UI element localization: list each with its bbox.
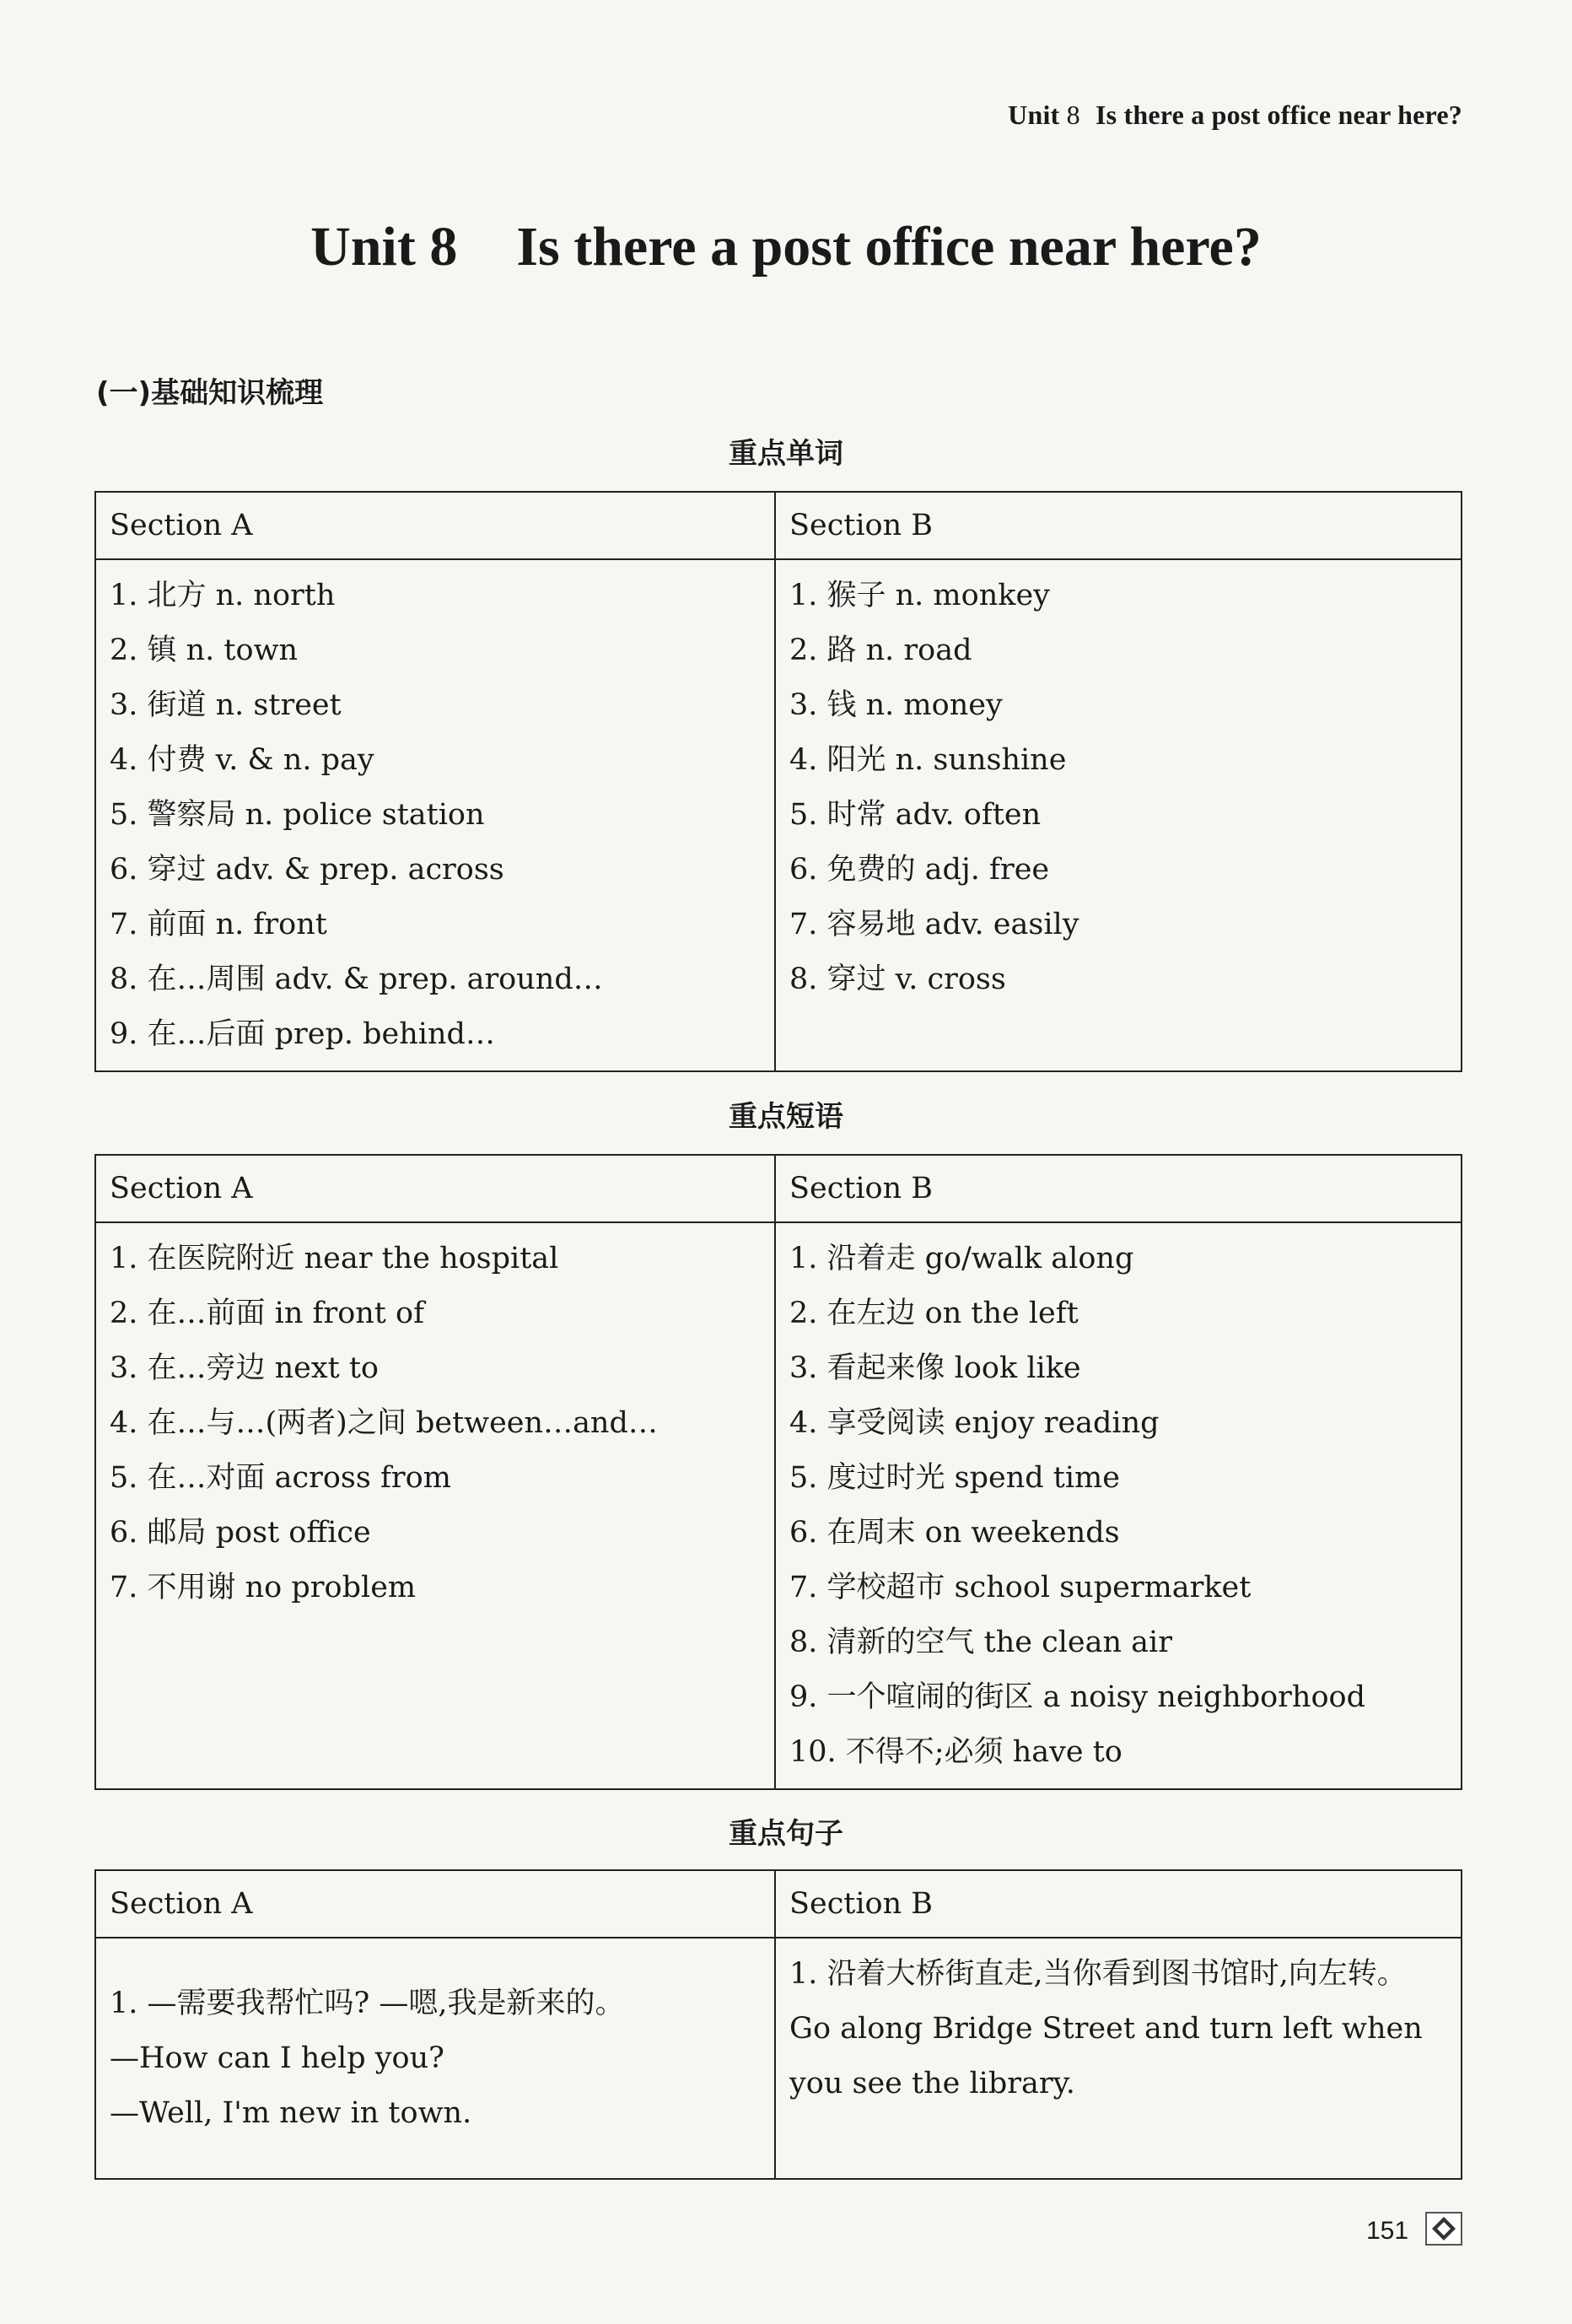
phrases-b_items-item: 6. 在周末 on weekends bbox=[789, 1516, 1120, 1550]
phrases-cell-a bbox=[95, 1222, 775, 1789]
words-a_items-item: 7. 前面 n. front bbox=[110, 908, 327, 941]
phrases-list-b bbox=[789, 1232, 1447, 1780]
words-b_items-item: 6. 免费的 adj. free bbox=[789, 853, 1050, 887]
words-b_items-item: 2. 路 n. road bbox=[789, 634, 972, 667]
phrases-a_items-item: 1. 在医院附近 near the hospital bbox=[110, 1242, 559, 1275]
running-header bbox=[1008, 100, 1462, 131]
sentences-b_lines-item: Go along Bridge Street and turn left when you see the library. bbox=[789, 2012, 1423, 2100]
phrases-a_items-item: 2. 在…前面 in front of bbox=[110, 1297, 425, 1330]
words-col-b: Section B bbox=[775, 492, 1462, 559]
phrases-a_items-item: 7. 不用谢 no problem bbox=[110, 1571, 417, 1604]
sentences-a_lines-item: 1. —需要我帮忙吗? —嗯,我是新来的。 bbox=[110, 1986, 625, 2020]
words-a_items-item: 3. 街道 n. street bbox=[110, 688, 342, 722]
sentences-b_lines-item: 1. 沿着大桥街直走,当你看到图书馆时,向左转。 bbox=[789, 1957, 1407, 1991]
sentences-list-b bbox=[789, 1947, 1447, 2111]
sentences-col-b: Section B bbox=[775, 1870, 1462, 1938]
sentences-caption: 重点句子 bbox=[729, 1817, 843, 1851]
sentences-list-a bbox=[110, 1976, 761, 2141]
sentences-a_lines-item: —How can I help you? bbox=[110, 2041, 444, 2075]
words-list-a bbox=[110, 569, 761, 1062]
header-unit-title: Is there a post office near here? bbox=[1096, 100, 1462, 130]
phrases-a_items-item: 4. 在…与…(两者)之间 between…and… bbox=[110, 1406, 658, 1440]
words-a_items-item: 9. 在…后面 prep. behind… bbox=[110, 1017, 495, 1051]
title-unit: Unit 8 bbox=[310, 216, 458, 278]
phrases-a_items-item: 3. 在…旁边 next to bbox=[110, 1351, 379, 1385]
words-b_items-item: 7. 容易地 adv. easily bbox=[789, 908, 1079, 941]
title-text: Is there a post office near here? bbox=[516, 216, 1262, 278]
words-cell-b bbox=[775, 559, 1462, 1071]
sentences-cell-b bbox=[775, 1938, 1462, 2179]
words-b_items-item: 5. 时常 adv. often bbox=[789, 798, 1042, 832]
words-b_items-item: 1. 猴子 n. monkey bbox=[789, 579, 1050, 612]
phrases-cell-b bbox=[775, 1222, 1462, 1789]
phrases-table bbox=[94, 1154, 1462, 1790]
words-a_items-item: 5. 警察局 n. police station bbox=[110, 798, 485, 832]
phrases-b_items-item: 7. 学校超市 school supermarket bbox=[789, 1571, 1252, 1604]
words-caption: 重点单词 bbox=[729, 437, 843, 471]
words-b_items-item: 3. 钱 n. money bbox=[789, 688, 1003, 722]
phrases-b_items-item: 2. 在左边 on the left bbox=[789, 1297, 1079, 1330]
words-col-a: Section A bbox=[95, 492, 775, 559]
diamond-icon bbox=[1425, 2212, 1462, 2246]
words-a_items-item: 6. 穿过 adv. & prep. across bbox=[110, 853, 504, 887]
phrases-a_items-item: 5. 在…对面 across from bbox=[110, 1461, 451, 1495]
section-heading: (一)基础知识梳理 bbox=[96, 376, 324, 410]
page-title bbox=[0, 215, 1572, 279]
phrases-b_items-item: 4. 享受阅读 enjoy reading bbox=[789, 1406, 1160, 1440]
words-list-b bbox=[789, 569, 1447, 1007]
phrases-list-a bbox=[110, 1232, 761, 1615]
words-a_items-item: 1. 北方 n. north bbox=[110, 579, 336, 612]
phrases-b_items-item: 9. 一个喧闹的街区 a noisy neighborhood bbox=[789, 1680, 1365, 1714]
sentences-a_lines-item: —Well, I'm new in town. bbox=[110, 2095, 472, 2130]
header-unit-label: Unit bbox=[1008, 100, 1060, 130]
phrases-b_items-item: 1. 沿着走 go/walk along bbox=[789, 1242, 1134, 1275]
words-table bbox=[94, 491, 1462, 1072]
sentences-cell-a bbox=[95, 1938, 775, 2179]
header-unit-number: 8 bbox=[1066, 100, 1080, 130]
phrases-b_items-item: 5. 度过时光 spend time bbox=[789, 1461, 1120, 1495]
phrases-caption: 重点短语 bbox=[729, 1100, 843, 1134]
phrases-a_items-item: 6. 邮局 post office bbox=[110, 1516, 371, 1550]
words-a_items-item: 4. 付费 v. & n. pay bbox=[110, 743, 374, 777]
page-number: 151 bbox=[1366, 2217, 1409, 2245]
sentences-col-a: Section A bbox=[95, 1870, 775, 1938]
sentences-table bbox=[94, 1869, 1462, 2180]
words-a_items-item: 2. 镇 n. town bbox=[110, 634, 299, 667]
phrases-b_items-item: 10. 不得不;必须 have to bbox=[789, 1735, 1122, 1769]
words-cell-a bbox=[95, 559, 775, 1071]
phrases-b_items-item: 3. 看起来像 look like bbox=[789, 1351, 1081, 1385]
words-a_items-item: 8. 在…周围 adv. & prep. around… bbox=[110, 962, 603, 996]
words-b_items-item: 4. 阳光 n. sunshine bbox=[789, 743, 1067, 777]
words-b_items-item: 8. 穿过 v. cross bbox=[789, 962, 1006, 996]
phrases-col-a: Section A bbox=[95, 1155, 775, 1222]
phrases-b_items-item: 8. 清新的空气 the clean air bbox=[789, 1626, 1172, 1659]
phrases-col-b: Section B bbox=[775, 1155, 1462, 1222]
